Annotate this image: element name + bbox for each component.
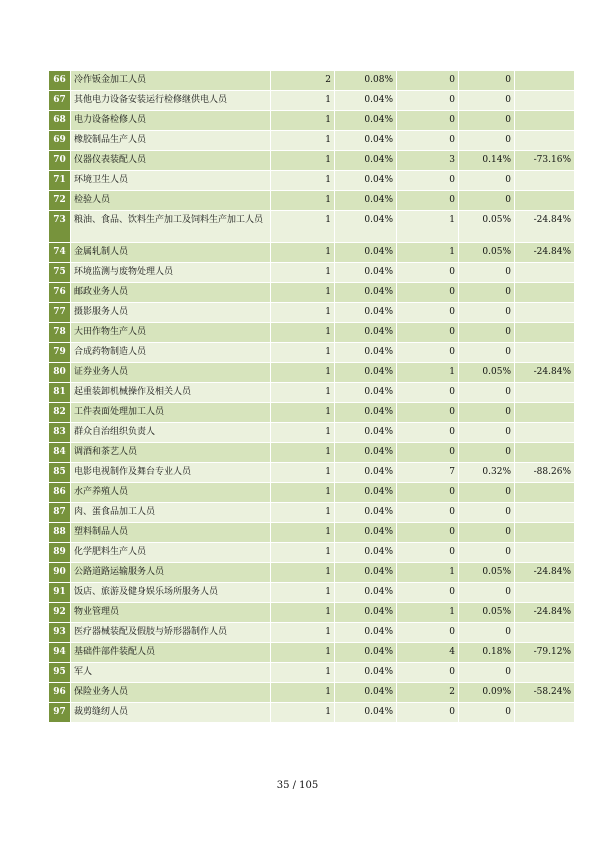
percent-current: 0.04% (335, 171, 397, 191)
count-previous: 1 (397, 603, 459, 623)
count-previous: 1 (397, 211, 459, 243)
percent-current: 0.04% (335, 583, 397, 603)
table-row (49, 211, 575, 243)
change-rate (515, 623, 575, 643)
count-previous: 2 (397, 683, 459, 703)
row-number: 85 (49, 463, 71, 483)
table-row (49, 171, 575, 191)
count-current: 1 (271, 423, 335, 443)
percent-current: 0.04% (335, 483, 397, 503)
percent-current: 0.04% (335, 383, 397, 403)
percent-current: 0.04% (335, 423, 397, 443)
occupation-name: 工件表面处理加工人员 (71, 403, 271, 423)
percent-previous: 0 (459, 171, 515, 191)
percent-current: 0.04% (335, 131, 397, 151)
change-rate (515, 303, 575, 323)
change-rate (515, 343, 575, 363)
occupation-name: 金属轧制人员 (71, 243, 271, 263)
count-current: 1 (271, 403, 335, 423)
percent-previous: 0.05% (459, 563, 515, 583)
count-current: 1 (271, 623, 335, 643)
percent-previous: 0.05% (459, 243, 515, 263)
occupation-name: 基础件部件装配人员 (71, 643, 271, 663)
count-previous: 0 (397, 403, 459, 423)
percent-current: 0.04% (335, 303, 397, 323)
percent-current: 0.04% (335, 663, 397, 683)
percent-current: 0.04% (335, 523, 397, 543)
table-row (49, 71, 575, 91)
percent-previous: 0.05% (459, 603, 515, 623)
table-row (49, 503, 575, 523)
row-number: 76 (49, 283, 71, 303)
row-number: 95 (49, 663, 71, 683)
percent-current: 0.04% (335, 643, 397, 663)
count-current: 1 (271, 243, 335, 263)
change-rate (515, 283, 575, 303)
table-row (49, 283, 575, 303)
table-row (49, 151, 575, 171)
count-previous: 0 (397, 423, 459, 443)
row-number: 67 (49, 91, 71, 111)
row-number: 72 (49, 191, 71, 211)
occupation-name: 橡胶制品生产人员 (71, 131, 271, 151)
occupation-name: 冷作钣金加工人员 (71, 71, 271, 91)
occupation-name: 邮政业务人员 (71, 283, 271, 303)
count-current: 1 (271, 683, 335, 703)
percent-current: 0.04% (335, 283, 397, 303)
table-row (49, 383, 575, 403)
count-current: 1 (271, 543, 335, 563)
change-rate (515, 583, 575, 603)
row-number: 83 (49, 423, 71, 443)
change-rate: -24.84% (515, 603, 575, 623)
count-previous: 0 (397, 543, 459, 563)
count-previous: 0 (397, 503, 459, 523)
percent-previous: 0 (459, 523, 515, 543)
count-previous: 1 (397, 563, 459, 583)
row-number: 69 (49, 131, 71, 151)
count-current: 2 (271, 71, 335, 91)
occupation-name: 水产养殖人员 (71, 483, 271, 503)
change-rate (515, 543, 575, 563)
row-number: 86 (49, 483, 71, 503)
count-previous: 0 (397, 343, 459, 363)
percent-previous: 0 (459, 343, 515, 363)
occupation-name: 起重装卸机械操作及相关人员 (71, 383, 271, 403)
percent-current: 0.04% (335, 683, 397, 703)
percent-previous: 0 (459, 663, 515, 683)
percent-previous: 0.32% (459, 463, 515, 483)
row-number: 84 (49, 443, 71, 463)
count-current: 1 (271, 663, 335, 683)
count-previous: 0 (397, 283, 459, 303)
table-row (49, 343, 575, 363)
occupation-name: 医疗器械装配及假肢与矫形器制作人员 (71, 623, 271, 643)
table-row (49, 443, 575, 463)
table-row (49, 623, 575, 643)
percent-previous: 0 (459, 91, 515, 111)
percent-previous: 0 (459, 503, 515, 523)
row-number: 87 (49, 503, 71, 523)
table-row (49, 91, 575, 111)
occupation-name: 粮油、食品、饮料生产加工及饲料生产加工人员 (71, 211, 271, 243)
count-current: 1 (271, 263, 335, 283)
row-number: 71 (49, 171, 71, 191)
change-rate (515, 523, 575, 543)
count-current: 1 (271, 363, 335, 383)
percent-current: 0.04% (335, 463, 397, 483)
row-number: 94 (49, 643, 71, 663)
table-row (49, 423, 575, 443)
occupation-name: 调酒和茶艺人员 (71, 443, 271, 463)
row-number: 75 (49, 263, 71, 283)
change-rate (515, 503, 575, 523)
occupation-name: 仪器仪表装配人员 (71, 151, 271, 171)
row-number: 66 (49, 71, 71, 91)
row-number: 74 (49, 243, 71, 263)
count-previous: 1 (397, 243, 459, 263)
change-rate (515, 111, 575, 131)
count-current: 1 (271, 523, 335, 543)
count-previous: 0 (397, 583, 459, 603)
row-number: 77 (49, 303, 71, 323)
row-number: 82 (49, 403, 71, 423)
count-current: 1 (271, 443, 335, 463)
occupation-name: 塑料制品人员 (71, 523, 271, 543)
count-previous: 0 (397, 171, 459, 191)
percent-current: 0.08% (335, 71, 397, 91)
change-rate: -24.84% (515, 211, 575, 243)
percent-current: 0.04% (335, 403, 397, 423)
percent-current: 0.04% (335, 703, 397, 723)
percent-previous: 0 (459, 263, 515, 283)
occupation-name: 电力设备检修人员 (71, 111, 271, 131)
change-rate: -88.26% (515, 463, 575, 483)
change-rate (515, 131, 575, 151)
row-number: 91 (49, 583, 71, 603)
occupation-name: 环境卫生人员 (71, 171, 271, 191)
row-number: 92 (49, 603, 71, 623)
percent-previous: 0 (459, 303, 515, 323)
percent-previous: 0.05% (459, 363, 515, 383)
occupation-name: 饭店、旅游及健身娱乐场所服务人员 (71, 583, 271, 603)
occupation-name: 军人 (71, 663, 271, 683)
table-row (49, 303, 575, 323)
percent-current: 0.04% (335, 563, 397, 583)
count-previous: 0 (397, 263, 459, 283)
percent-previous: 0 (459, 111, 515, 131)
table-row (49, 191, 575, 211)
percent-previous: 0 (459, 383, 515, 403)
occupation-name: 裁剪缝纫人员 (71, 703, 271, 723)
count-current: 1 (271, 111, 335, 131)
table-row (49, 263, 575, 283)
percent-current: 0.04% (335, 151, 397, 171)
count-current: 1 (271, 323, 335, 343)
percent-current: 0.04% (335, 191, 397, 211)
percent-previous: 0 (459, 423, 515, 443)
table-row (49, 463, 575, 483)
count-current: 1 (271, 171, 335, 191)
row-number: 81 (49, 383, 71, 403)
count-previous: 7 (397, 463, 459, 483)
change-rate: -24.84% (515, 243, 575, 263)
count-previous: 0 (397, 191, 459, 211)
occupation-name: 大田作物生产人员 (71, 323, 271, 343)
occupation-name: 合成药物制造人员 (71, 343, 271, 363)
row-number: 97 (49, 703, 71, 723)
percent-previous: 0.09% (459, 683, 515, 703)
count-current: 1 (271, 383, 335, 403)
occupation-name: 证券业务人员 (71, 363, 271, 383)
count-current: 1 (271, 703, 335, 723)
percent-current: 0.04% (335, 623, 397, 643)
percent-previous: 0 (459, 283, 515, 303)
change-rate (515, 483, 575, 503)
change-rate: -24.84% (515, 363, 575, 383)
count-previous: 0 (397, 323, 459, 343)
count-current: 1 (271, 211, 335, 243)
percent-previous: 0 (459, 623, 515, 643)
count-previous: 0 (397, 703, 459, 723)
change-rate (515, 663, 575, 683)
count-previous: 3 (397, 151, 459, 171)
change-rate (515, 263, 575, 283)
count-previous: 0 (397, 111, 459, 131)
occupation-name: 公路道路运输服务人员 (71, 563, 271, 583)
percent-previous: 0.05% (459, 211, 515, 243)
row-number: 89 (49, 543, 71, 563)
percent-previous: 0 (459, 71, 515, 91)
count-current: 1 (271, 603, 335, 623)
percent-current: 0.04% (335, 503, 397, 523)
table-row (49, 243, 575, 263)
percent-previous: 0 (459, 131, 515, 151)
occupation-name: 检验人员 (71, 191, 271, 211)
change-rate (515, 171, 575, 191)
table-row (49, 663, 575, 683)
count-previous: 0 (397, 303, 459, 323)
table-row (49, 131, 575, 151)
count-current: 1 (271, 643, 335, 663)
row-number: 88 (49, 523, 71, 543)
count-current: 1 (271, 91, 335, 111)
percent-previous: 0 (459, 403, 515, 423)
percent-current: 0.04% (335, 603, 397, 623)
change-rate (515, 71, 575, 91)
count-current: 1 (271, 343, 335, 363)
change-rate: -58.24% (515, 683, 575, 703)
count-previous: 0 (397, 131, 459, 151)
count-current: 1 (271, 303, 335, 323)
percent-previous: 0 (459, 583, 515, 603)
occupation-name: 物业管理员 (71, 603, 271, 623)
occupation-name: 群众自治组织负责人 (71, 423, 271, 443)
table-row (49, 583, 575, 603)
percent-current: 0.04% (335, 263, 397, 283)
table-row (49, 643, 575, 663)
table-row (49, 543, 575, 563)
percent-current: 0.04% (335, 211, 397, 243)
row-number: 73 (49, 211, 71, 243)
count-current: 1 (271, 191, 335, 211)
table-row (49, 603, 575, 623)
change-rate (515, 403, 575, 423)
change-rate: -79.12% (515, 643, 575, 663)
row-number: 78 (49, 323, 71, 343)
percent-current: 0.04% (335, 543, 397, 563)
row-number: 68 (49, 111, 71, 131)
count-previous: 0 (397, 623, 459, 643)
count-current: 1 (271, 483, 335, 503)
table-row (49, 563, 575, 583)
percent-previous: 0 (459, 703, 515, 723)
table-row (49, 683, 575, 703)
row-number: 93 (49, 623, 71, 643)
percent-current: 0.04% (335, 343, 397, 363)
percent-previous: 0 (459, 483, 515, 503)
change-rate (515, 383, 575, 403)
percent-current: 0.04% (335, 243, 397, 263)
change-rate (515, 443, 575, 463)
table-row (49, 363, 575, 383)
percent-previous: 0.14% (459, 151, 515, 171)
count-current: 1 (271, 503, 335, 523)
count-current: 1 (271, 151, 335, 171)
occupation-name: 摄影服务人员 (71, 303, 271, 323)
occupation-name: 化学肥料生产人员 (71, 543, 271, 563)
count-previous: 4 (397, 643, 459, 663)
table-row (49, 403, 575, 423)
percent-current: 0.04% (335, 363, 397, 383)
change-rate (515, 323, 575, 343)
row-number: 79 (49, 343, 71, 363)
count-previous: 0 (397, 663, 459, 683)
occupation-name: 肉、蛋食品加工人员 (71, 503, 271, 523)
count-previous: 0 (397, 483, 459, 503)
percent-current: 0.04% (335, 443, 397, 463)
count-previous: 0 (397, 443, 459, 463)
count-previous: 0 (397, 383, 459, 403)
row-number: 96 (49, 683, 71, 703)
percent-current: 0.04% (335, 323, 397, 343)
percent-previous: 0.18% (459, 643, 515, 663)
table-row (49, 523, 575, 543)
change-rate (515, 91, 575, 111)
count-previous: 0 (397, 523, 459, 543)
count-current: 1 (271, 131, 335, 151)
table-row (49, 703, 575, 723)
change-rate: -24.84% (515, 563, 575, 583)
table-row (49, 111, 575, 131)
table-row (49, 323, 575, 343)
count-current: 1 (271, 563, 335, 583)
occupation-name: 其他电力设备安装运行检修继供电人员 (71, 91, 271, 111)
page-number: 35 / 105 (276, 780, 319, 791)
change-rate (515, 423, 575, 443)
percent-current: 0.04% (335, 91, 397, 111)
count-current: 1 (271, 283, 335, 303)
count-current: 1 (271, 463, 335, 483)
occupation-table (48, 70, 575, 723)
occupation-name: 保险业务人员 (71, 683, 271, 703)
percent-previous: 0 (459, 543, 515, 563)
table-row (49, 483, 575, 503)
change-rate (515, 703, 575, 723)
row-number: 90 (49, 563, 71, 583)
row-number: 80 (49, 363, 71, 383)
count-current: 1 (271, 583, 335, 603)
change-rate: -73.16% (515, 151, 575, 171)
occupation-name: 环境监测与废物处理人员 (71, 263, 271, 283)
occupation-name: 电影电视制作及舞台专业人员 (71, 463, 271, 483)
count-previous: 0 (397, 71, 459, 91)
row-number: 70 (49, 151, 71, 171)
count-previous: 1 (397, 363, 459, 383)
percent-previous: 0 (459, 323, 515, 343)
change-rate (515, 191, 575, 211)
count-previous: 0 (397, 91, 459, 111)
percent-previous: 0 (459, 191, 515, 211)
percent-current: 0.04% (335, 111, 397, 131)
percent-previous: 0 (459, 443, 515, 463)
